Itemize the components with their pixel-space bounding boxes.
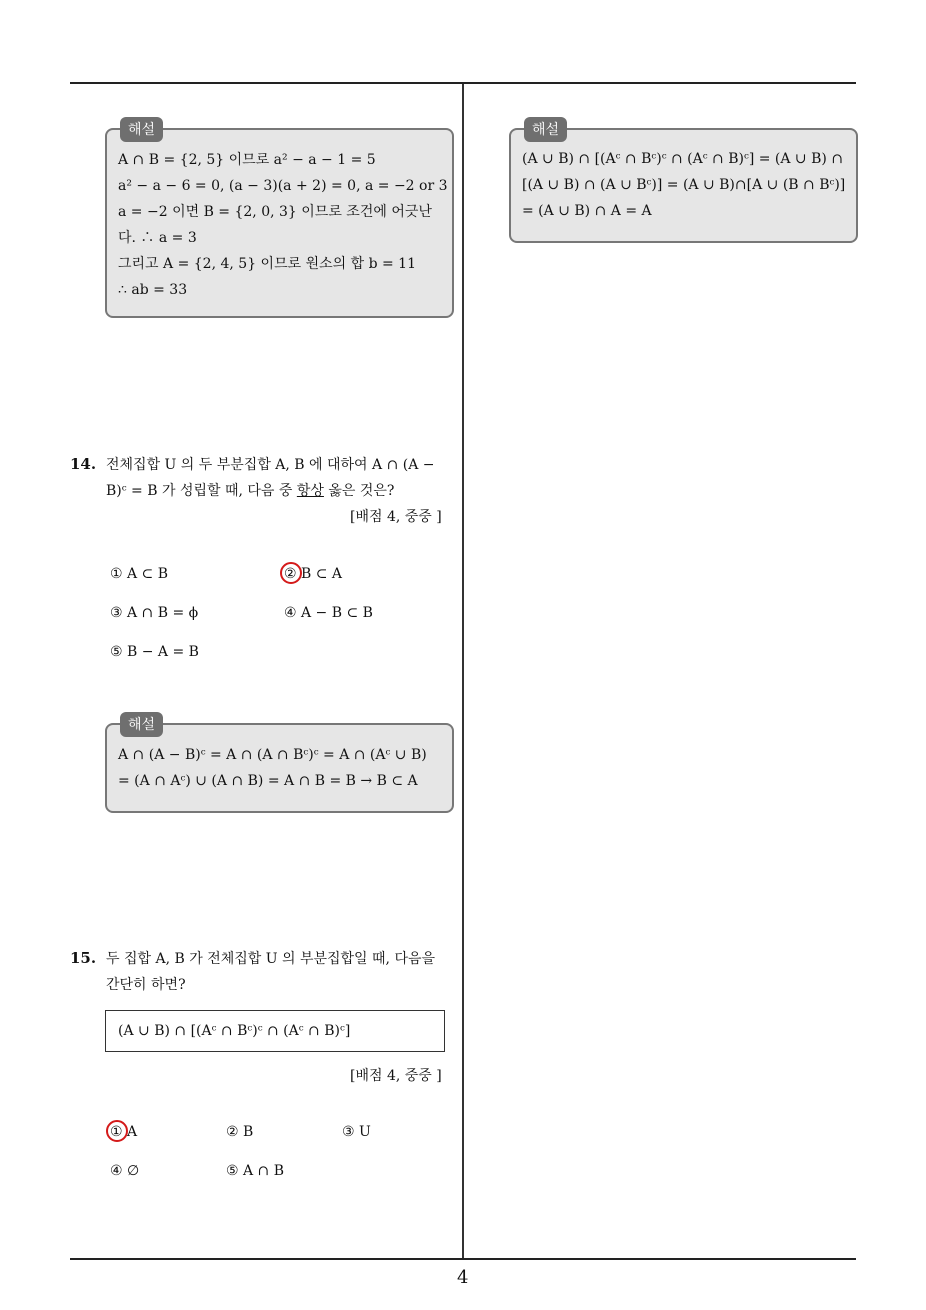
- q15-choice-4[interactable]: ④ ∅: [110, 1163, 140, 1179]
- question-15-expression: (A ∪ B) ∩ [(Aᶜ ∩ Bᶜ)ᶜ ∩ (Aᶜ ∩ B)ᶜ]: [118, 1023, 351, 1039]
- question-14-line-2-post: 옳은 것은?: [323, 483, 395, 499]
- solution-1-line-6: ∴ ab = 33: [118, 282, 188, 298]
- solution-2-line-1: A ∩ (A − B)ᶜ = A ∩ (A ∩ Bᶜ)ᶜ = A ∩ (Aᶜ ∪ B): [118, 747, 427, 763]
- question-14-line-1: 전체집합 U 의 두 부분집합 A, B 에 대하여 A ∩ (A −: [106, 457, 435, 473]
- q15-choice-5[interactable]: ⑤ A ∩ B: [226, 1163, 285, 1179]
- solution-1-line-2: a² − a − 6 = 0, (a − 3)(a + 2) = 0, a = −2 or 3: [118, 178, 448, 194]
- question-15-line-2: 간단히 하면?: [106, 977, 186, 993]
- solution-tag-1: 해설: [120, 117, 163, 142]
- question-14-score: [배점 4, 중중 ]: [350, 509, 442, 525]
- footer-rule: [70, 1258, 856, 1260]
- solution-1-line-3: a = −2 이면 B = {2, 0, 3} 이므로 조건에 어긋난: [118, 204, 432, 220]
- question-15-line-1: 두 집합 A, B 가 전체집합 U 의 부분집합일 때, 다음을: [106, 951, 436, 967]
- q14-choice-3[interactable]: ③ A ∩ B = ϕ: [110, 605, 199, 621]
- solution-1-line-1: A ∩ B = {2, 5} 이므로 a² − a − 1 = 5: [118, 152, 376, 168]
- q14-choice-4[interactable]: ④ A − B ⊂ B: [284, 605, 373, 621]
- solution-3-line-3: = (A ∪ B) ∩ A = A: [522, 203, 652, 219]
- page-number: 4: [457, 1267, 469, 1288]
- solution-3-line-2: [(A ∪ B) ∩ (A ∪ Bᶜ)] = (A ∪ B)∩[A ∪ (B ∩ Bᶜ)]: [522, 177, 846, 193]
- question-15-score: [배점 4, 중중 ]: [350, 1068, 442, 1084]
- question-14-emphasis: 항상: [296, 483, 324, 499]
- solution-tag-3: 해설: [524, 117, 567, 142]
- solution-2-line-2: = (A ∩ Aᶜ) ∪ (A ∩ B) = A ∩ B = B → B ⊂ A: [118, 773, 418, 789]
- q14-choice-5[interactable]: ⑤ B − A = B: [110, 644, 199, 660]
- question-14-number: 14.: [70, 455, 97, 473]
- solution-1-line-5: 그리고 A = {2, 4, 5} 이므로 원소의 합 b = 11: [118, 256, 416, 272]
- q15-answer-mark: [106, 1120, 128, 1142]
- column-divider: [462, 84, 464, 1259]
- solution-3-line-1: (A ∪ B) ∩ [(Aᶜ ∩ Bᶜ)ᶜ ∩ (Aᶜ ∩ B)ᶜ] = (A ∪ B) ∩: [522, 151, 844, 167]
- solution-1-line-4: 다. ∴ a = 3: [118, 230, 197, 246]
- q15-choice-2[interactable]: ② B: [226, 1124, 254, 1140]
- question-15-number: 15.: [70, 949, 97, 967]
- q15-choice-3[interactable]: ③ U: [342, 1124, 371, 1140]
- q14-choice-1[interactable]: ① A ⊂ B: [110, 566, 169, 582]
- q14-answer-mark: [280, 562, 302, 584]
- question-14-line-2-pre: B)ᶜ = B 가 성립할 때, 다음 중: [106, 483, 297, 499]
- solution-tag-2: 해설: [120, 712, 163, 737]
- question-14-line-2: [106, 481, 394, 501]
- q15-choice-1[interactable]: ① A: [110, 1124, 138, 1140]
- q14-choice-2[interactable]: ② B ⊂ A: [284, 566, 343, 582]
